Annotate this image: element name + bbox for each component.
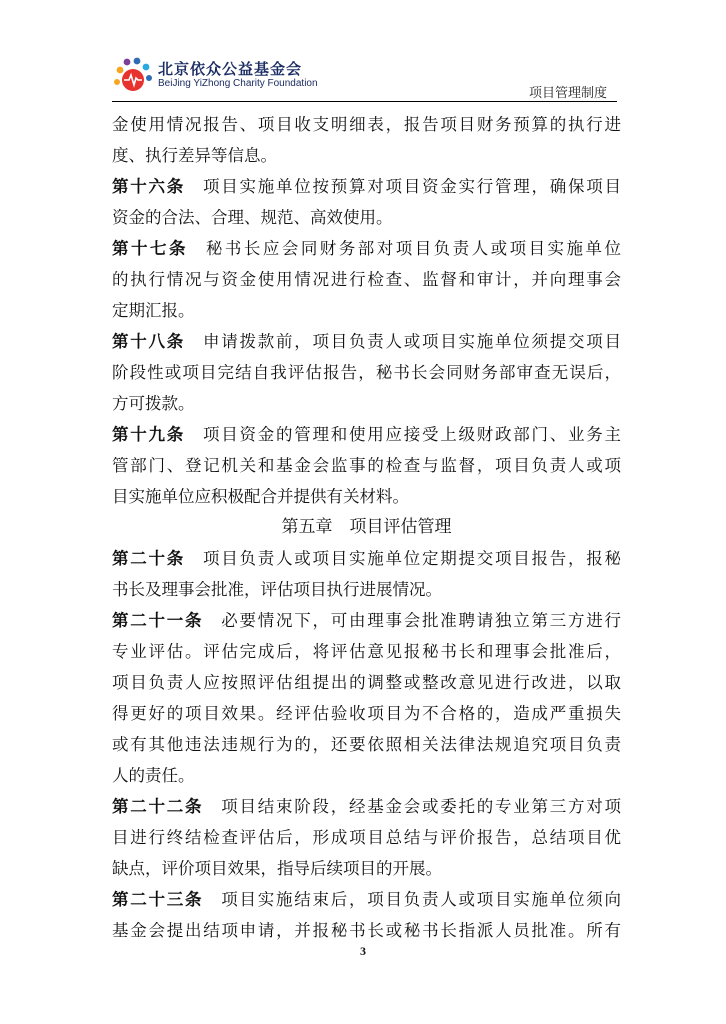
header-divider <box>112 101 617 102</box>
line-text: 专业评估。评估完成后，将评估意见报秘书长和理事会批准后， <box>112 642 621 661</box>
body-line <box>112 636 621 667</box>
foundation-name-en: BeiJing YiZhong Charity Foundation <box>158 78 318 89</box>
body-line <box>112 295 621 326</box>
line-text: 项目资金的管理和使用应接受上级财政部门、业务主 <box>203 425 621 444</box>
body-line <box>112 543 621 574</box>
line-text: 管部门、登记机关和基金会监事的检查与监督，项目负责人或项 <box>112 456 621 475</box>
line-text: 目进行终结检查评估后，形成项目总结与评价报告，总结项目优 <box>112 828 621 847</box>
article-number: 第二十一条 <box>112 611 204 630</box>
line-text: 定期汇报。 <box>112 301 195 320</box>
body-line <box>112 884 621 915</box>
body-line <box>112 729 621 760</box>
body-line <box>112 574 621 605</box>
line-text: 人的责任。 <box>112 766 195 785</box>
line-text: 基金会提出结项申请，并报秘书长或秘书长指派人员批准。所有 <box>112 921 621 940</box>
line-text: 或有其他违法违规行为的，还要依照相关法律法规追究项目负责 <box>112 735 621 754</box>
line-text: 度、执行差异等信息。 <box>112 146 277 165</box>
line-text: 目实施单位应积极配合并提供有关材料。 <box>112 487 409 506</box>
line-text: 项目负责人或项目实施单位定期提交项目报告，报秘 <box>203 549 621 568</box>
body-line <box>112 357 621 388</box>
article-number: 第十九条 <box>112 425 185 444</box>
body-line <box>112 202 621 233</box>
body-line <box>112 388 621 419</box>
chapter-heading: 第五章 项目评估管理 <box>281 517 452 537</box>
line-text: 项目实施单位按预算对项目资金实行管理，确保项目 <box>203 177 621 196</box>
line-text: 的执行情况与资金使用情况进行检查、监督和审计，并向理事会 <box>112 270 621 289</box>
foundation-name-cn: 北京依众公益基金会 <box>158 60 303 78</box>
body-line <box>112 109 621 140</box>
body-line <box>112 605 621 636</box>
body-line <box>112 419 621 450</box>
line-text: 项目实施结束后，项目负责人或项目实施单位须向 <box>221 890 621 909</box>
article-number: 第十六条 <box>112 177 185 196</box>
article-number: 第二十三条 <box>112 890 204 909</box>
line-text: 资金的合法、合理、规范、高效使用。 <box>112 208 393 227</box>
body-line <box>112 233 621 264</box>
foundation-logo-icon <box>112 56 154 96</box>
line-text: 申请拨款前，项目负责人或项目实施单位须提交项目 <box>203 332 621 351</box>
line-text: 项目负责人应按照评估组提出的调整或整改意见进行改进，以取 <box>112 673 621 692</box>
line-text: 金使用情况报告、项目收支明细表，报告项目财务预算的执行进 <box>112 115 621 134</box>
line-text: 方可拨款。 <box>112 394 195 413</box>
line-text: 秘书长应会同财务部对项目负责人或项目实施单位 <box>205 239 621 258</box>
body-line <box>112 481 621 512</box>
page-header <box>112 52 617 100</box>
body-line <box>112 915 621 946</box>
body-line <box>112 326 621 357</box>
article-number: 第二十二条 <box>112 797 204 816</box>
line-text: 缺点，评价项目效果，指导后续项目的开展。 <box>112 859 442 878</box>
article-number: 第十七条 <box>112 239 188 258</box>
body-line <box>112 264 621 295</box>
document-body <box>112 109 621 946</box>
line-text: 必要情况下，可由理事会批准聘请独立第三方进行 <box>221 611 621 630</box>
body-line <box>112 171 621 202</box>
line-text: 书长及理事会批准，评估项目执行进展情况。 <box>112 580 442 599</box>
body-line <box>112 760 621 791</box>
body-line <box>112 667 621 698</box>
line-text: 得更好的项目效果。经评估验收项目为不合格的，造成严重损失 <box>112 704 621 723</box>
page-number: 3 <box>360 944 366 958</box>
body-line <box>112 791 621 822</box>
article-number: 第十八条 <box>112 332 185 351</box>
line-text: 项目结束阶段，经基金会或委托的专业第三方对项 <box>221 797 621 816</box>
body-line <box>112 140 621 171</box>
body-line <box>112 822 621 853</box>
article-number: 第二十条 <box>112 549 185 568</box>
body-line <box>112 853 621 884</box>
body-line <box>112 698 621 729</box>
line-text: 阶段性或项目完结自我评估报告，秘书长会同财务部审查无误后， <box>112 363 621 382</box>
body-line <box>112 450 621 481</box>
document-title: 项目管理制度 <box>528 86 607 101</box>
